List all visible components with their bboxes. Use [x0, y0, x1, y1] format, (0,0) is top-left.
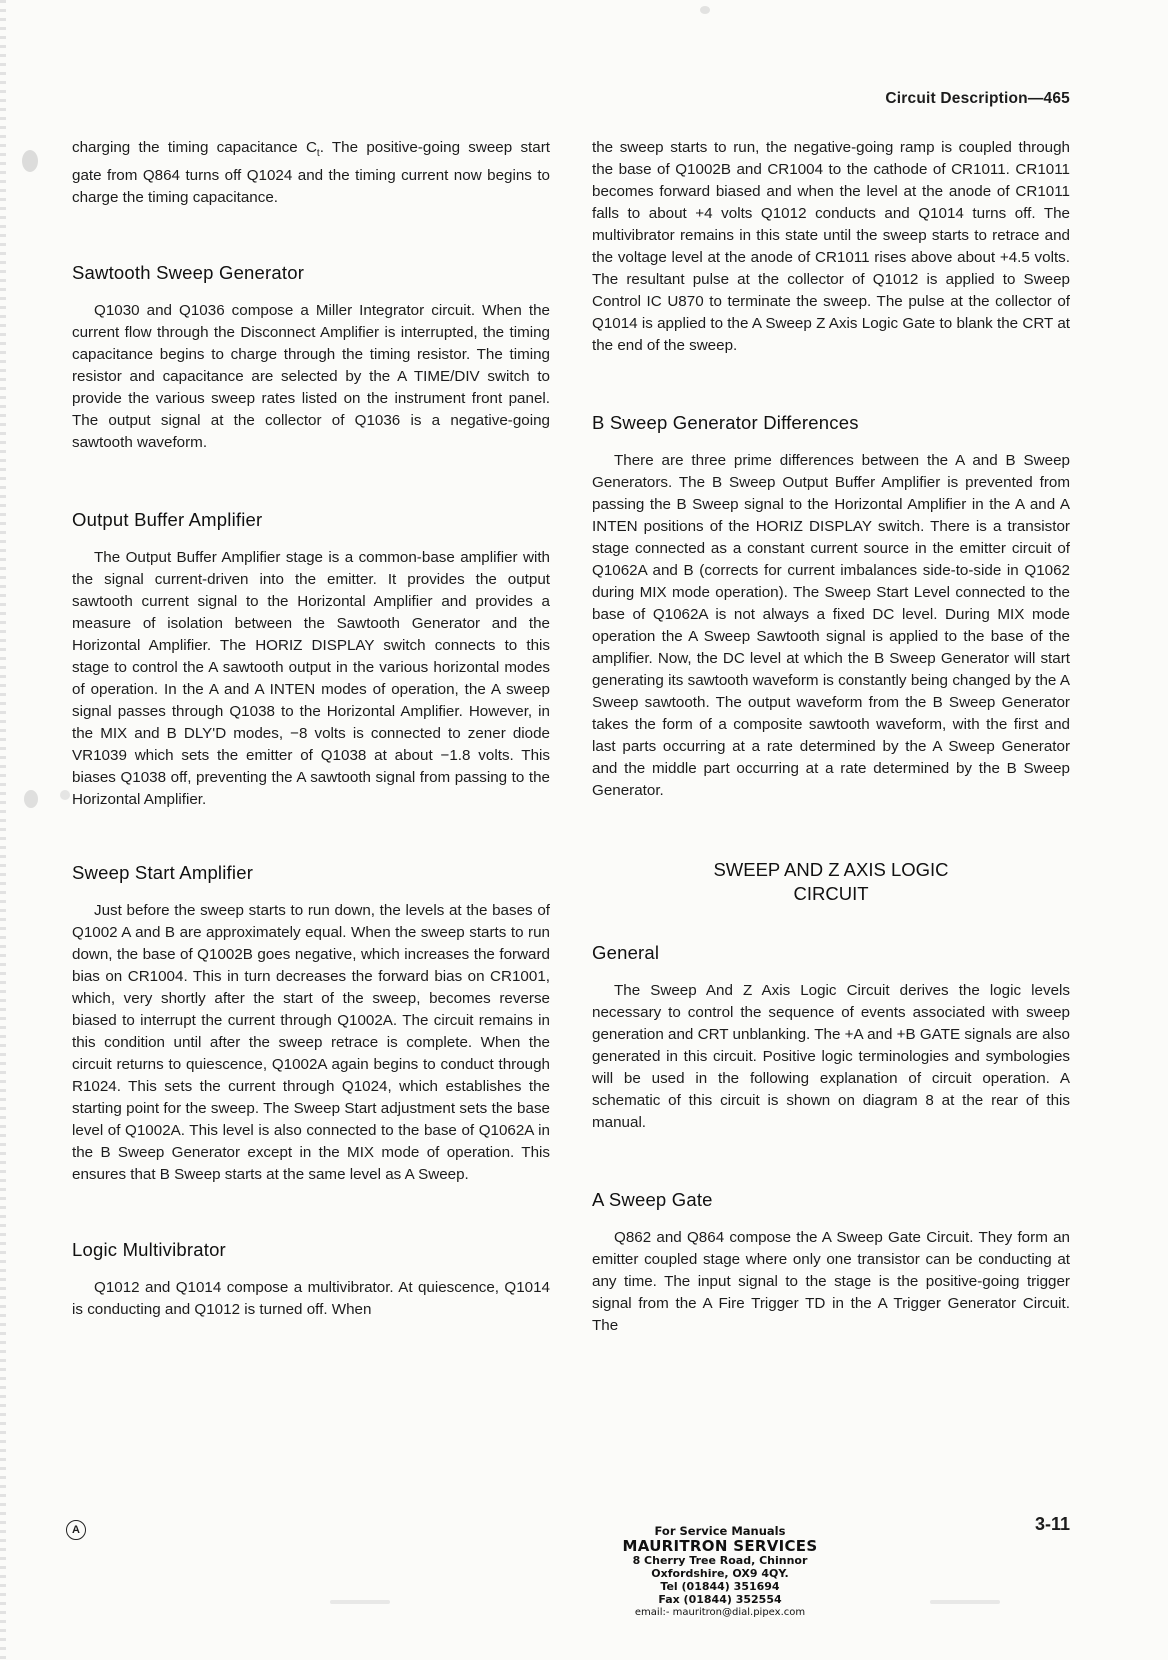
capacitance-subscript: t — [316, 148, 320, 160]
major-title-line-2: CIRCUIT — [793, 883, 869, 904]
section-heading: B Sweep Generator Differences — [592, 412, 859, 433]
section-a-sweep-gate — [592, 1189, 1070, 1337]
right-intro-paragraph: the sweep starts to run, the negative-going ramp is coupled through the base of Q1002B and CR1004 to the cathode of CR1011. CR1011 becomes forward biased and when the level at the anode of CR1011 falls to about +4 volts Q1012 conducts and Q1014 turns off. The multivibrator remains in this state until the sweep starts to retrace and the voltage level at the anode of CR1011 rises above about +4.5 volts. The resultant pulse at the collector of Q1012 is applied to Sweep Control IC U870 to terminate the sweep. The pulse at the collector of Q1014 is applied to the A Sweep Z Axis Logic Gate to blank the CRT at the end of the sweep. — [592, 139, 1070, 354]
section-heading: Sawtooth Sweep Generator — [72, 262, 305, 284]
section-heading: A Sweep Gate — [592, 1189, 713, 1210]
section-sweep-start-amplifier — [72, 862, 550, 1186]
stamp-line-7: email:- mauritron@dial.pipex.com — [634, 1607, 806, 1618]
section-text: The Output Buffer Amplifier stage is a common-base amplifier with the signal current-driven into the emitter. It provides the output sawtooth current signal to the Horizontal Amplifier and provides a measure of isolation between the Sawtooth Generator and the Horizontal Amplifier. The HORIZ DISPLAY switch connects to this stage to control the A sawtooth output in the various horizontal modes of operation. In the A and A INTEN modes of operation, the A sweep signal passes through Q1038 to the Horizontal Amplifier. However, in the MIX and B DLY'D modes, −8 volts is connected to zener diode VR1039 which sets the emitter of Q1038 at about −1.8 volts. This biases Q1038 off, preventing the A sawtooth signal from passing to the Horizontal Amplifier. — [72, 549, 550, 809]
section-text: The Sweep And Z Axis Logic Circuit derives the logic levels necessary to control the sequence of events associated with sweep generation and CRT unblanking. The +A and +B GATE signals are also generated in this circuit. Positive logic terminologies and symbologies will be used in the following explanation of circuit operation. A schematic of this circuit is shown on diagram 8 at the rear of this manual. — [592, 982, 1070, 1131]
section-b-sweep-generator-differences — [592, 412, 1070, 802]
section-text: Q1030 and Q1036 compose a Miller Integrator circuit. When the current flow through the Disconnect Amplifier is interrupted, the timing capacitance begins to charge through the timing resistor. The timing resistor and capacitance are selected by the A TIME/DIV switch to provide the various sweep rates listed on the instrument front panel. The output signal at the collector of Q1036 is a negative-going sawtooth waveform. — [72, 302, 550, 452]
running-header: Circuit Description—465 — [885, 90, 1070, 107]
stamp-line-4: Oxfordshire, OX9 4QY. — [651, 1567, 789, 1580]
section-text: There are three prime differences between the A and B Sweep Generators. The B Sweep Output Buffer Amplifier is prevented from passing the B Sweep signal to the Horizontal Amplifier in the A and A INTEN positions of the HORIZ DISPLAY switch. There is a transistor stage connected as a constant current source in the emitter circuit of Q1062A and B (corrects for current imbalances side-to-side in Q1062 during MIX mode operation). The Sweep Start Level connected to the base of Q1062A is not always a fixed DC level. During MIX mode operation the A Sweep Sawtooth signal is applied to the base of the amplifier. Now, the DC level at which the B Sweep Generator will start generating its sawtooth waveform is constantly being changed by the A Sweep sawtooth. The output waveform from the B Sweep Generator takes the form of a composite sawtooth waveform, with the first and last parts occurring at a rate determined by the A Sweep Generator and the middle part occurring at a rate determined by the B Sweep Generator. — [592, 452, 1070, 799]
section-heading: General — [592, 942, 660, 963]
left-column — [72, 140, 550, 1321]
scan-speckle — [700, 6, 710, 14]
section-sawtooth-sweep-generator — [72, 262, 550, 454]
page-number: 3-11 — [1034, 1514, 1070, 1534]
scan-speckle — [24, 790, 38, 808]
section-heading: Logic Multivibrator — [72, 1239, 226, 1261]
sweep-z-axis-logic-title — [592, 858, 1070, 906]
section-output-buffer-amplifier — [72, 509, 550, 811]
scan-speckle — [330, 1600, 390, 1604]
scan-speckle — [22, 150, 38, 172]
scan-speckle — [60, 790, 70, 800]
section-general — [592, 942, 1070, 1134]
scan-edge-artifact — [0, 0, 6, 1660]
section-text: Just before the sweep starts to run down, the levels at the bases of Q1002 A and B are approximately equal. When the sweep starts to run down, the base of Q1002B goes negative, which increases the forward bias on CR1004. This in turn decreases the forward bias on CR1001, which, very shortly after the start of the sweep, becomes reverse biased to interrupt the current through Q1002A. The circuit remains in this condition until after the sweep retrace is complete. When the circuit returns to quiescence, Q1002A again begins to conduct through R1024. This sets the current through Q1024, which establishes the starting point for the sweep. The Sweep Start adjustment sets the base level of Q1002A. This level is also connected to the base of Q1062A in the B Sweep Generator except in the MIX mode of operation. This ensures that B Sweep starts at the same level as A Sweep. — [72, 902, 550, 1184]
stamp-line-3: 8 Cherry Tree Road, Chinnor — [632, 1554, 808, 1567]
stamp-line-5: Tel (01844) 351694 — [660, 1580, 780, 1593]
section-heading: Sweep Start Amplifier — [72, 862, 254, 884]
left-intro-text-pre: charging the timing capacitance C — [72, 139, 317, 156]
section-text: Q1012 and Q1014 compose a multivibrator. At quiescence, Q1014 is conducting and Q1012 is turned off. When — [72, 1279, 550, 1319]
stamp-line-1: For Service Manuals — [654, 1524, 786, 1538]
left-intro-paragraph — [72, 137, 550, 209]
stamp-line-6: Fax (01844) 352554 — [658, 1593, 782, 1606]
circled-a-mark: A — [66, 1520, 86, 1540]
scan-speckle — [930, 1600, 1000, 1604]
section-logic-multivibrator — [72, 1239, 550, 1321]
left-intro-text-post: . The positive-going sweep start gate from Q864 turns off Q1024 and the timing current now begins to charge the timing capacitance. — [72, 139, 550, 207]
major-title-line-1: SWEEP AND Z AXIS LOGIC — [713, 859, 949, 880]
stamp-line-2: MAURITRON SERVICES — [622, 1537, 818, 1555]
section-heading: Output Buffer Amplifier — [72, 509, 263, 531]
section-text: Q862 and Q864 compose the A Sweep Gate Circuit. They form an emitter coupled stage where only one transistor can be conducting at any time. The input signal to the stage is the positive-going trigger signal from the A Fire Trigger TD in the A Trigger Generator Circuit. The — [592, 1229, 1070, 1334]
right-column — [592, 140, 1070, 1337]
mauritron-stamp — [620, 1525, 820, 1619]
